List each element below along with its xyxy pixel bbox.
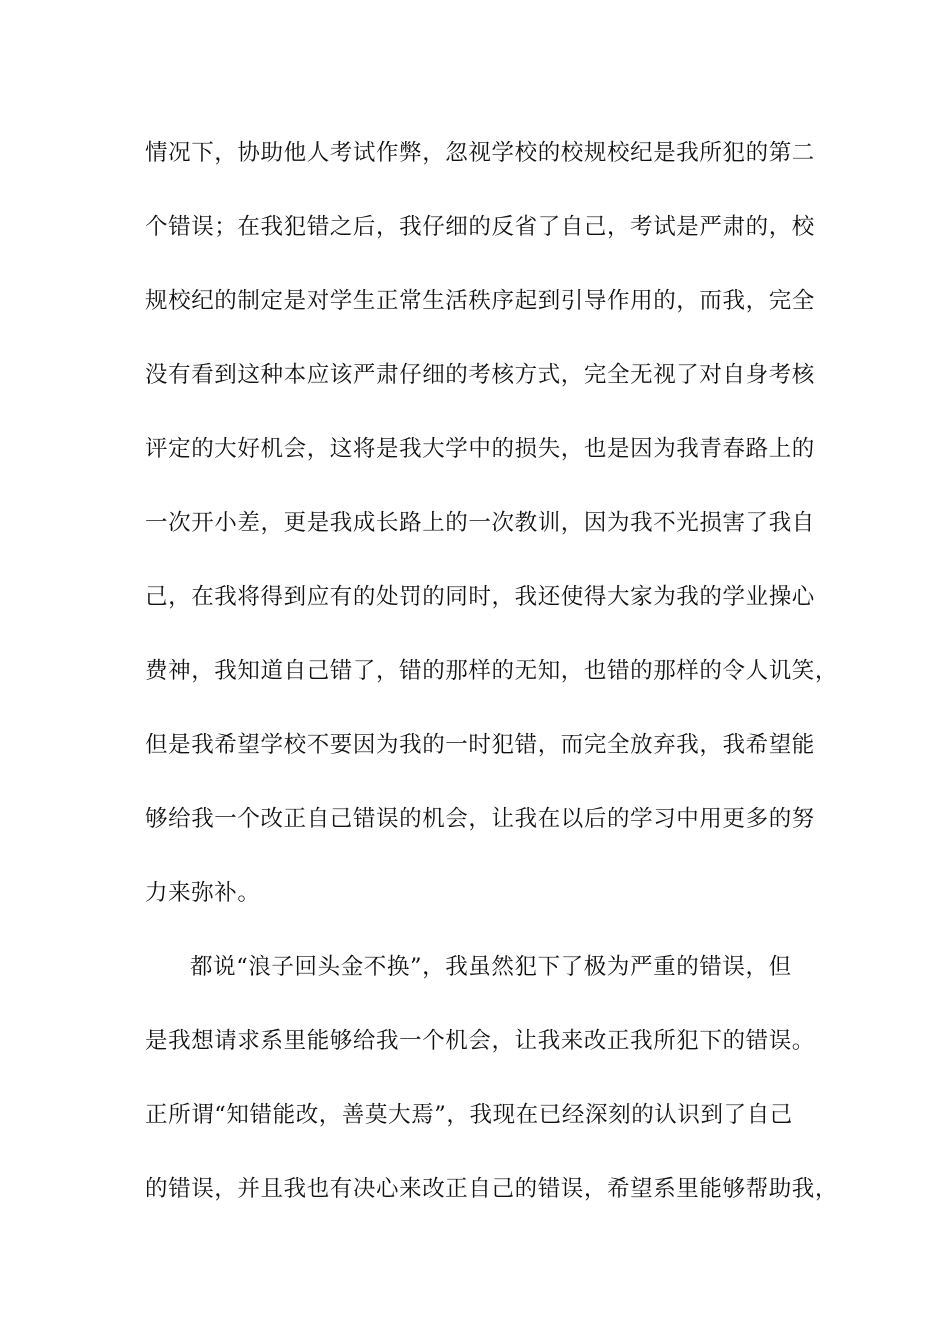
text-line: 力来弥补。 [145,880,261,906]
text-line: 的错误，并且我也有决心来改正自己的错误，希望系里能够帮助我， [145,1176,839,1202]
text-line: 没有看到这种本应该严肃仔细的考核方式，完全无视了对自身考核 [145,362,815,388]
text-line: 正所谓“知错能改，善莫大焉”，我现在已经深刻的认识到了自己 [145,1102,793,1128]
text-line: 个错误；在我犯错之后，我仔细的反省了自己，考试是严肃的，校 [145,214,815,240]
text-line: 够给我一个改正自己错误的机会，让我在以后的学习中用更多的努 [145,806,815,832]
text-line: 规校纪的制定是对学生正常生活秩序起到引导作用的，而我，完全 [145,288,815,314]
text-line: 评定的大好机会，这将是我大学中的损失，也是因为我青春路上的 [145,436,815,462]
text-line: 情况下，协助他人考试作弊，忽视学校的校规校纪是我所犯的第二 [145,140,815,166]
text-line: 一次开小差，更是我成长路上的一次教训，因为我不光损害了我自 [145,510,815,536]
text-line: 己，在我将得到应有的处罚的同时，我还使得大家为我的学业操心 [145,584,815,610]
paragraph-first-line: 都说“浪子回头金不换”，我虽然犯下了极为严重的错误，但 [190,954,792,980]
text-line: 但是我希望学校不要因为我的一时犯错，而完全放弃我，我希望能 [145,732,815,758]
text-line: 费神，我知道自己错了，错的那样的无知，也错的那样的令人讥笑， [145,658,839,684]
text-line: 是我想请求系里能够给我一个机会，让我来改正我所犯下的错误。 [145,1028,815,1054]
